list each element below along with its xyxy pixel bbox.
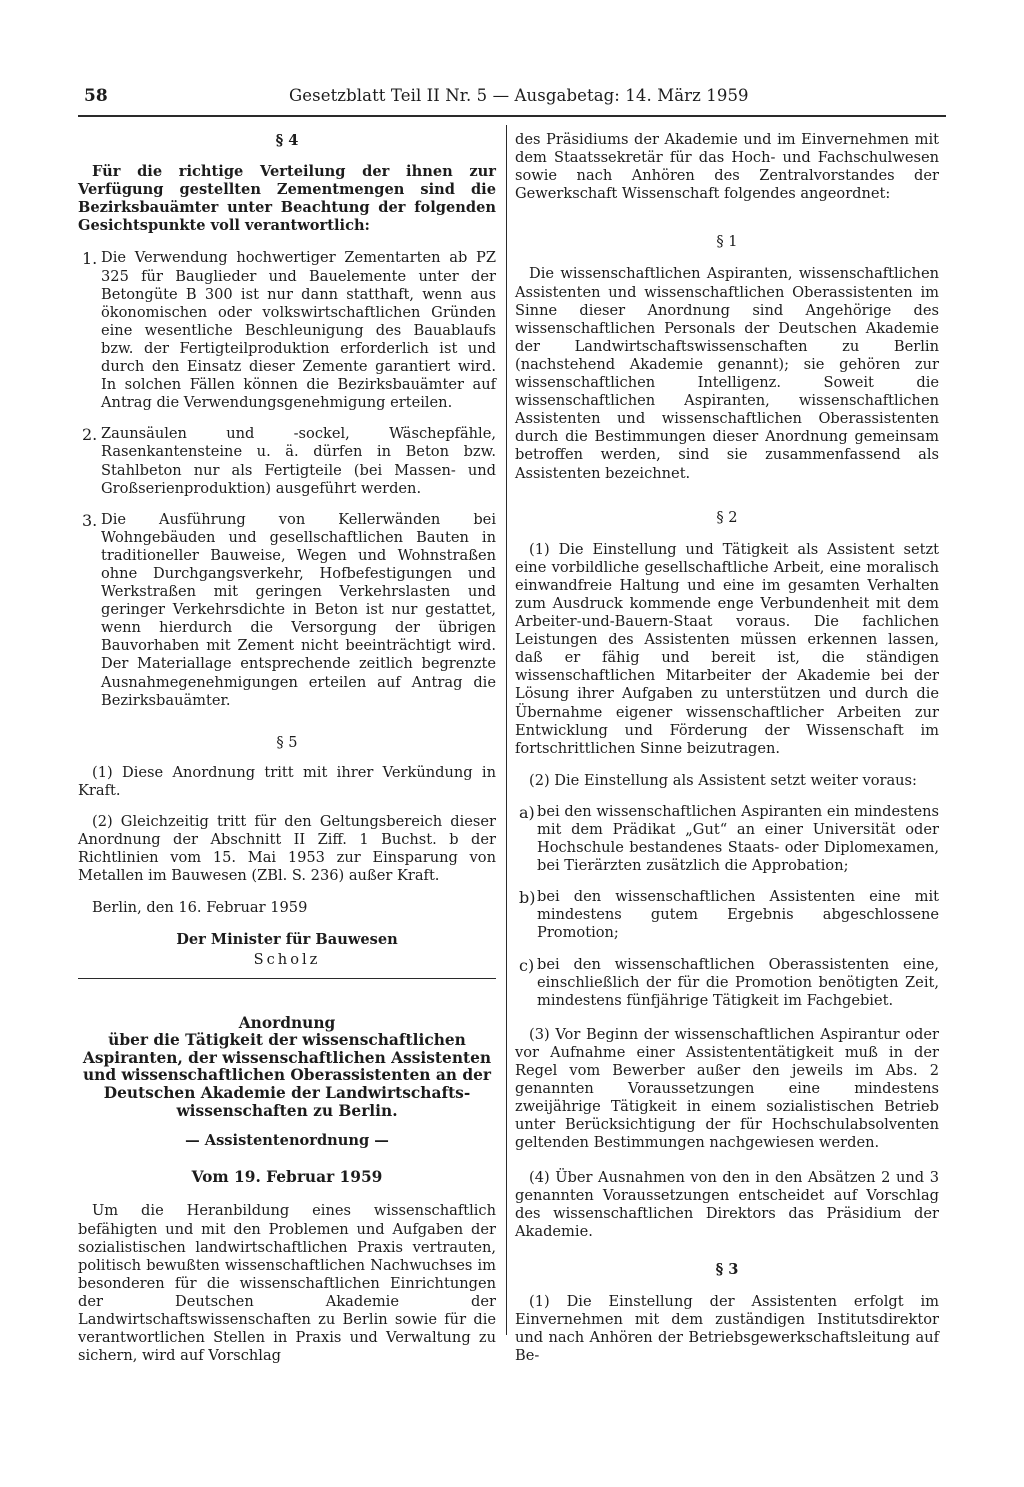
list-item-text: bei den wissenschaftlichen Oberassistenten eine, einschließlich der für die Promotion benötigten Zeit, mindestens fünfjährige Tätigkeit im Fachgebiet. [537, 955, 939, 1009]
section-1-heading: § 1 [716, 233, 738, 251]
list-item-text: Die Verwendung hochwertiger Zementarten ab PZ 325 für Bauglieder und Bauelemente unter der Betongüte B 300 ist nur dann statthaft, wenn aus ökonomischen oder volkswirtschaftlichen Gründen eine wesentliche Beschleunigung des Bauablaufs bzw. der Fertigteilproduktion erforderlich ist und durch den Einsatz dieser Zemente garantiert wird. In solchen Fällen können die Bezirksbauämter auf Antrag die Verwendungsgenehmigung erteilen. [101, 249, 496, 412]
list-item-text: Die Ausführung von Kellerwänden bei Wohngebäuden und gesellschaftlichen Bauten in traditioneller Bauweise, Wegen und Wohnstraßen ohne Durchgangsverkehr, Hofbefestigungen und Werkstraßen mit geringen Verkehrslasten und geringer Verkehrsdichte in Beton ist nur gestattet, wenn hierdurch die Versorgung der übrigen Bauvorhaben mit Zement nicht beeinträchtigt wird. Der Materiallage entsprechende zeitlich begrenzte Ausnahmegenehmigungen erteilen auf Antrag die Bezirksbauämter. [101, 510, 496, 709]
title-line: Aspiranten, der wissenschaftlichen Assistenten [82, 1048, 492, 1067]
right-column [515, 128, 939, 1365]
ordinance-date: Vom 19. Februar 1959 [191, 1168, 383, 1187]
title-line: über die Tätigkeit der wissenschaftlichen [108, 1031, 466, 1050]
list-number: b) [519, 888, 536, 908]
title-line: und wissenschaftlichen Oberassistenten an der [82, 1066, 492, 1085]
place-date: Berlin, den 16. Februar 1959 [92, 899, 308, 917]
left-column [78, 128, 496, 1365]
column-divider [506, 125, 507, 1335]
section-5-paragraph-1: (1) Diese Anordnung tritt mit ihrer Verkündung in Kraft. [78, 763, 496, 799]
section-2-paragraph-2: (2) Die Einstellung als Assistent setzt weiter voraus: [529, 771, 917, 789]
section-5-paragraph-2: (2) Gleichzeitig tritt für den Geltungsbereich dieser Anordnung der Abschnitt II Ziff. 1 Buchst. b der Richtlinien vom 15. Mai 1953 zur Einsparung von Metallen im Bauwesen (ZBl. S. 236) außer Kraft. [78, 813, 496, 885]
section-2-paragraph-4: (4) Über Ausnahmen von den in den Absätzen 2 und 3 genannten Voraussetzungen entscheidet auf Vorschlag des wissenschaftlichen Direktors das Präsidium der Akademie. [515, 1168, 939, 1240]
section-2-paragraph-1: (1) Die Einstellung und Tätigkeit als Assistent setzt eine vorbildliche gesellschaftliche Arbeit, eine moralisch einwandfreie Haltung und eine im gesamten Verhalten zum Ausdruck kommende enge Verbundenheit mit dem Arbeiter-und-Bauern-Staat voraus. Die fachlichen Leistungen des Assistenten müssen erkennen lassen, daß er fähig und bereit ist, die ständigen wissenschaftlichen Mitarbeiter der Akademie bei der Lösung ihrer Aufgaben zu unterstützen und durch die Übernahme eigener wissenschaftlicher Arbeiten zur Entwicklung und Förderung der Wissenschaft im fortschrittlichen Sinne beizutragen. [515, 540, 939, 757]
list-number: 2. [82, 425, 98, 445]
ordinance-subtitle: — Assistentenordnung — [185, 1132, 389, 1150]
requirement-a [515, 803, 939, 875]
title-line: wissenschaften zu Berlin. [176, 1101, 398, 1120]
title-line: Anordnung [238, 1013, 336, 1032]
minister-name: Scholz [253, 950, 321, 968]
section-5-heading: § 5 [276, 733, 298, 751]
ordinance-title [78, 1015, 496, 1121]
section-2-paragraph-3: (3) Vor Beginn der wissenschaftlichen Aspirantur oder vor Aufnahme einer Assistententätigkeit muß in der Regel vom Bewerber außer den jeweils im Abs. 2 genannten Voraussetzungen eine mindestens zweijährige Tätigkeit in einem sozialistischen Betrieb unter Berücksichtigung der für Hochschulabsolventen geltenden Bestimmungen nachgewiesen werden. [515, 1025, 939, 1152]
page-header [84, 86, 944, 112]
list-item-2 [78, 425, 496, 497]
section-2-heading: § 2 [716, 508, 738, 526]
header-rule [78, 115, 946, 117]
right-intro: des Präsidiums der Akademie und im Einvernehmen mit dem Staatssekretär für das Hoch- und Fachschulwesen sowie nach Anhören des Zentralvorstandes der Gewerkschaft Wissenschaft folgendes angeordnet: [515, 131, 939, 203]
list-number: c) [519, 955, 535, 975]
section-3-paragraph-1: (1) Die Einstellung der Assistenten erfolgt im Einvernehmen mit dem zuständigen Institutsdirektor und nach Anhören der Betriebsgewerkschaftsleitung auf Be- [515, 1292, 939, 1365]
list-item-3 [78, 511, 496, 710]
running-title: Gesetzblatt Teil II Nr. 5 — Ausgabetag: 14. März 1959 [289, 86, 749, 105]
title-line: Deutschen Akademie der Landwirtschafts- [103, 1084, 471, 1103]
preamble: Um die Heranbildung eines wissenschaftlich befähigten und mit den Problemen und Aufgaben der sozialistischen landwirtschaftlichen Praxis vertrauten, politisch bewußten wissenschaftlichen Nachwuchses im besonderen für die wissenschaftlichen Einrichtungen der Deutschen Akademie der Landwirtschaftswissenschaften zu Berlin sowie für die verantwortlichen Stellen in Praxis und Verwaltung zu sichern, wird auf Vorschlag [78, 1202, 496, 1365]
list-number: 1. [82, 249, 98, 269]
section-4-heading: § 4 [275, 132, 299, 149]
list-item-text: Zaunsäulen und -sockel, Wäschepfähle, Rasenkantensteine u. ä. dürfen in Beton bzw. Stahlbeton nur als Fertigteile (bei Massen- und Großserienproduktion) ausgeführt werden. [101, 425, 496, 497]
list-item-1 [78, 249, 496, 412]
page-number: 58 [84, 86, 108, 106]
section-4-intro: Für die richtige Verteilung der ihnen zur Verfügung gestellten Zementmengen sind die Bezirksbauämter unter Beachtung der folgenden Gesichtspunkte voll verantwortlich: [78, 163, 496, 235]
list-number: a) [519, 802, 535, 822]
list-item-text: bei den wissenschaftlichen Aspiranten ein mindestens mit dem Prädikat „Gut“ an einer Universität oder Hochschule bestandenes Staats- oder Diplomexamen, bei Tierärzten zusätzlich die Approbation; [537, 802, 939, 875]
section-1-text: Die wissenschaftlichen Aspiranten, wissenschaftlichen Assistenten und wissenschaftlichen Oberassistenten im Sinne dieser Anordnung sind Angehörige des wissenschaftlichen Personals der Deutschen Akademie der Landwirtschaftswissenschaften zu Berlin (nachstehend Akademie genannt); sie gehören zur wissenschaftlichen Intelligenz. Soweit die wissenschaftlichen Aspiranten, wissenschaftlichen Assistenten und wissenschaftlichen Oberassistenten durch die Bestimmungen dieser Anordnung gemeinsam betroffen werden, sind sie zusammenfassend als Assistenten bezeichnet. [515, 265, 939, 482]
requirement-c [515, 956, 939, 1010]
list-item-text: bei den wissenschaftlichen Assistenten eine mit mindestens gutem Ergebnis abgeschlossene Promotion; [537, 888, 939, 942]
minister-title: Der Minister für Bauwesen [176, 931, 398, 949]
requirement-b [515, 888, 939, 942]
section-3-heading: § 3 [715, 1260, 739, 1278]
list-number: 3. [82, 510, 98, 530]
